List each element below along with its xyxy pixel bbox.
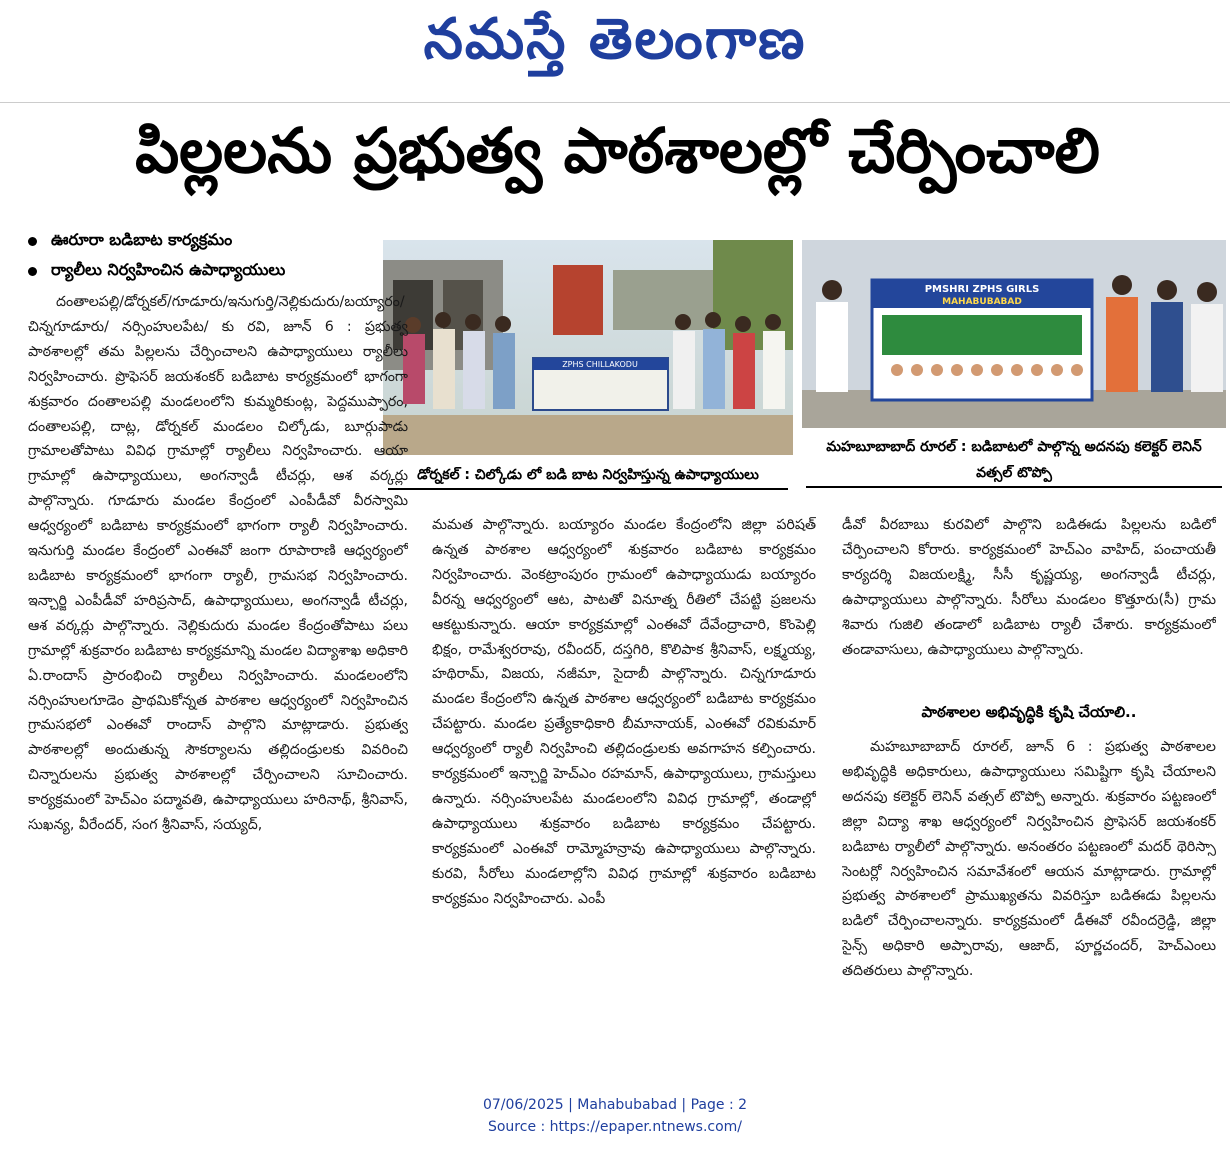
banner2-text-line2: MAHABUBABAD [942,297,1022,307]
article-column-left [28,290,408,1082]
article-column-right [842,513,1216,725]
bullet-icon [28,267,37,276]
footer-date-edition: 07/06/2025 | Mahabubabad | Page : 2 [482,1097,748,1113]
masthead-divider [0,102,1230,103]
photo-caption-mahabubabad: మహబూబాబాద్ రూరల్ : బడిబాటలో పాల్గొన్న అదనపు కలెక్టర్ లెనిన్ వత్సల్ టొప్పో [806,434,1222,488]
newspaper-masthead: నమస్తే తెలంగాణ [423,6,807,72]
article-paragraph: మహబూబాబాద్ రూరల్, జూన్ 6 : ప్రభుత్వ పాఠశాలల అభివృద్ధికి అధికారులు, ఉపాధ్యాయులు సమిష్టిగా కృషి చేయాలని అదనపు కలెక్టర్ లెనిన్ వత్సల్ టొప్పో అన్నారు. శుక్రవారం పట్టణంలో జిల్లా విద్యా శాఖ ఆధ్వర్యంలో నిర్వహించిన ప్రొఫెసర్ జయశంకర్ బడిబాట ర్యాలీలో పాల్గొన్నారు. అనంతరం పట్టణంలో మదర్ థెరిస్సా సెంటర్లో నిర్వహించిన సమావేశంలో ఆయన మాట్లాడారు. గ్రామాల్లో ప్రభుత్వ పాఠశాలలో ప్రాముఖ్యతను వివరిస్తూ బడిఈడు పిల్లలను బడిలో చేర్పించాలన్నారు. కార్యక్రమంలో డీఈవో రవీందర్రెడ్డి, జిల్లా సైన్స్ అధికారి అప్పారావు, ఆజాద్, పూర్ణచందర్, హెచ్ఎంలు తదితరులు పాల్గొన్నారు. [842,739,1216,980]
article-paragraph: మమత పాల్గొన్నారు. బయ్యారం మండల కేంద్రంలోని జిల్లా పరిషత్ ఉన్నత పాఠశాల ఆధ్వర్యంలో శుక్రవారం బడిబాట కార్యక్రమం నిర్వహించారు. వెంకట్రాంపురం గ్రామంలో ఉపాధ్యాయుడు బయ్యారం వీరన్న ఆధ్వర్యంలో ఆట, పాటతో వినూత్న రీతిలో చేపట్టి ప్రజలను ఆకట్టుకున్నారు. ఆయా కార్యక్రమాల్లో ఎంఈవో దేవేంద్రాచారి, కొంపెల్లి భిక్షం, రామేశ్వరరావు, రవీందర్, దస్తగిరి, కొలిపాక శ్రీనివాస్, లక్ష్మయ్య, హథిరామ్, విజయ, నజీమా, సైదాబీ పాల్గొన్నారు. చిన్నగూడూరు మండల కేంద్రంలోని ఉన్నత పాఠశాల ఆధ్వర్యంలో బడిబాట కార్యక్రమం చేపట్టారు. మండల ప్రత్యేకాధికారి బీమానాయక్, ఎంఈవో రవికుమార్ ఆధ్వర్యంలో ర్యాలీ నిర్వహించి తల్లిదండ్రులకు అవగాహన కల్పించారు. కార్యక్రమంలో ఇన్చార్జి హెచ్ఎం రహమాన్, ఉపాధ్యాయులు, గ్రామస్తులు ఉన్నారు. నర్సింహులపేట మండలంలోని వివిధ గ్రామాల్లో, తండాల్లో ఉపాధ్యాయులు శుక్రవారం బడిబాట కార్యక్రమం చేపట్టారు. కార్యక్రమంలో ఎంఈవో రామ్మోహన్రావు ఉపాధ్యాయులు పాల్గొన్నారు. కురవి, సీరోలు మండలాల్లోని వివిధ గ్రామాల్లో శుక్రవారం బడిబాట కార్యక్రమం నిర్వహించారు. ఎంపీ [432,517,816,907]
article-paragraph: దంతాలపల్లి/డోర్నకల్/గూడూరు/ఇనుగుర్తి/నెల్లికుదురు/బయ్యారం/చిన్నగూడూరు/ నర్సింహులపేట/ కు రవి, జూన్ 6 : ప్రభుత్వ పాఠశాలల్లో తమ పిల్లలను చేర్పించాలని ఉపాధ్యాయులు ర్యాలీలు నిర్వహించారు. ప్రొఫెసర్ జయశంకర్ బడిబాట కార్యక్రమంలో భాగంగా శుక్రవారం దంతాలపల్లి మండలంలోని కుమ్మరికుంట్ల, పెద్దముప్పారం, దంతాలపల్లి, దాట్ల, డోర్నకల్ మండలం చిల్కోడు, బూర్గుపాడు గ్రామాలతోపాటు వివిధ గ్రామాల్లో ర్యాలీలు నిర్వహించారు. ఆయా గ్రామాల్లో ఉపాధ్యాయులు, అంగన్వాడీ టీచర్లు, ఆశ వర్కర్లు పాల్గొన్నారు. గూడూరు మండల కేంద్రంలో ఎంపీడీవో వీరస్వామి ఆధ్వర్యంలో బడిబాట కార్యక్రమంలో భాగంగా ర్యాలీ నిర్వహించారు. ఇనుగుర్తి మండల కేంద్రంలో ఎంఈవో జంగా రూపారాణి ఆధ్వర్యంలో బడిబాట కార్యక్రమంలో భాగంగా ర్యాలీ, గ్రామసభ నిర్వహించారు. ఇన్చార్జి ఎంపీడీవో హరిప్రసాద్, ఉపాధ్యాయులు, అంగన్వాడీ టీచర్లు, ఆశ వర్కర్లు పాల్గొన్నారు. నెల్లికుదురు మండల కేంద్రంతోపాటు పలు గ్రామాల్లో శుక్రవారం బడిబాట కార్యక్రమాన్ని మండల విద్యాశాఖ అధికారి ఏ.రాందాస్ ప్రారంభించి ర్యాలీలు నిర్వహించారు. మండలంలోని నర్సింహులగూడెం ప్రాథమికోన్నత పాఠశాల ఆధ్వర్యంలో నిర్వహించిన గ్రామసభలో ఎంఈవో రాందాస్ పాల్గొని మాట్లాడారు. ప్రభుత్వ పాఠశాలల్లో అందుతున్న సౌకర్యాలను తల్లిదండ్రులకు వివరించి చిన్నారులను ప్రభుత్వ పాఠశాలల్లో చేర్పించాలని సూచించారు. కార్యక్రమంలో హెచ్ఎం పద్మావతి, ఉపాధ్యాయులు హరినాథ్, శ్రీనివాస్, సుఖన్య, వీరేందర్, సంగ శ్రీనివాస్, సయ్యద్, [28,294,408,834]
article-paragraph: డీవో వీరబాబు కురవిలో పాల్గొని బడిఈడు పిల్లలను బడిలో చేర్పించాలని కోరారు. కార్యక్రమంలో హెచ్ఎం వాహిద్, పంచాయతీ కార్యదర్శి విజయలక్ష్మి, సీసీ కృష్ణయ్య, అంగన్వాడీ టీచర్లు, ఉపాధ్యాయులు పాల్గొన్నారు. సీరోలు మండలం కొత్తూరు(సీ) గ్రామ శివారు గుజిలి తండాలో బడిబాట ర్యాలీ చేశారు. కార్యక్రమంలో తండావాసులు, ఉపాధ్యాయులు పాల్గొన్నారు. [842,517,1216,658]
footer-source-link[interactable]: Source : https://epaper.ntnews.com/ [487,1119,743,1135]
banner1-text: ZPHS CHILLAKODU [562,360,638,369]
subhead-item [28,256,378,286]
inner-subheadline: పాఠశాలల అభివృద్ధికి కృషి చేయాలి.. [921,703,1137,721]
banner2-text-line1: PMSHRI ZPHS GIRLS [924,284,1040,295]
article-column-right-second [842,735,1216,1085]
subheads-list [28,226,378,286]
bullet-icon [28,237,37,246]
article-headline: పిల్లలను ప్రభుత్వ పాఠశాలల్లో చేర్పించాలి [135,114,1100,187]
photo-mahabubabad-rally [802,240,1226,428]
photo-caption-dornakal: డోర్నకల్ : చిల్కోడు లో బడి బాట నిర్వహిస్తున్న ఉపాధ్యాయులు [388,462,788,490]
subhead-text: ఊరూరా బడిబాట కార్యక్రమం [51,229,233,249]
photo-mahabubabad-illustration [802,240,1226,428]
photo-dornakal-rally [383,240,793,455]
article-column-middle [432,513,816,1085]
subhead-item [28,226,378,256]
photo-dornakal-illustration [383,240,793,455]
subhead-text: ర్యాలీలు నిర్వహించిన ఉపాధ్యాయులు [51,259,286,279]
